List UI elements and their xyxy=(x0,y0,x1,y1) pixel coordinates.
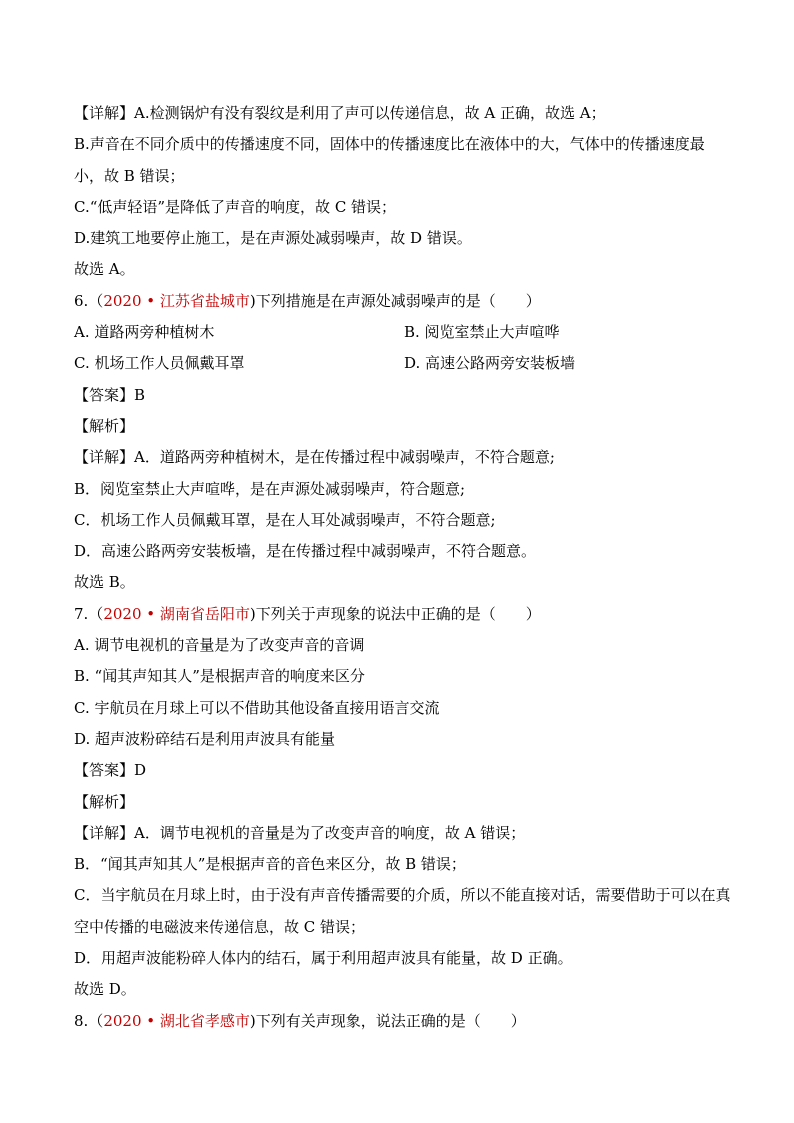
conclusion-line: 故选 B。 xyxy=(74,573,135,592)
answer-line: 【答案】D xyxy=(74,761,147,780)
detail-line: C.“低声轻语”是降低了声音的响度，故 C 错误； xyxy=(74,197,397,216)
option-b: B. “闻其声知其人”是根据声音的响度来区分 xyxy=(74,667,365,686)
question-source: 2020 • 湖北省孝感市 xyxy=(103,1011,250,1030)
question-number: 7.（ xyxy=(74,604,104,623)
detail-line: 【详解】A.检测锅炉有没有裂纹是利用了声可以传递信息，故 A 正确，故选 A； xyxy=(74,104,606,122)
option-c: C. 宇航员在月球上可以不借助其他设备直接用语言交流 xyxy=(74,698,440,717)
option-b: B. 阅览室禁止大声喧哗 xyxy=(404,323,560,342)
option-d: D. 高速公路两旁安装板墙 xyxy=(404,354,576,373)
question-7-stem xyxy=(74,599,734,630)
detail-line: B．“闻其声知其人”是根据声音的音色来区分，故 B 错误； xyxy=(74,855,466,874)
conclusion-line: 故选 A。 xyxy=(74,260,135,279)
detail-line: C．当宇航员在月球上时，由于没有声音传播需要的介质，所以不能直接对话，需要借助于可以在真空中传播的电磁波来传递信息，故 C 错误； xyxy=(74,886,731,936)
option-a: A. 道路两旁种植树木 xyxy=(74,323,215,342)
detail-line: D．高速公路两旁安装板墙，是在传播过程中减弱噪声，不符合题意。 xyxy=(74,542,537,561)
question-8-stem xyxy=(74,1006,734,1037)
detail-line: D.建筑工地要停止施工，是在声源处减弱噪声，故 D 错误。 xyxy=(74,229,472,248)
detail-line: D．用超声波能粉碎人体内的结石，属于利用超声波具有能量，故 D 正确。 xyxy=(74,949,573,968)
options-row xyxy=(74,348,734,379)
conclusion-line: 故选 D。 xyxy=(74,980,136,999)
answer-line: 【答案】B xyxy=(74,385,146,404)
options-row xyxy=(74,317,734,348)
detail-line: 【详解】A．调节电视机的音量是为了改变声音的响度，故 A 错误； xyxy=(74,823,526,842)
analysis-label: 【解析】 xyxy=(74,792,135,811)
question-text: )下列关于声现象的说法中正确的是（ ） xyxy=(249,604,541,623)
document-page xyxy=(74,98,734,1037)
question-text: )下列有关声现象，说法正确的是（ ） xyxy=(249,1011,526,1030)
question-source: 2020 • 江苏省盐城市 xyxy=(103,291,250,310)
question-number: 8.（ xyxy=(74,1011,104,1030)
question-number: 6.（ xyxy=(74,291,104,310)
option-d: D. 超声波粉碎结石是利用声波具有能量 xyxy=(74,729,336,748)
question-source: 2020 • 湖南省岳阳市 xyxy=(103,604,250,623)
analysis-label: 【解析】 xyxy=(74,416,135,435)
detail-line: C．机场工作人员佩戴耳罩，是在人耳处减弱噪声，不符合题意; xyxy=(74,510,496,529)
detail-line: B．阅览室禁止大声喧哗，是在声源处减弱噪声，符合题意; xyxy=(74,479,466,498)
question-6-stem xyxy=(74,286,734,317)
detail-line: 【详解】A．道路两旁种植树木，是在传播过程中减弱噪声，不符合题意; xyxy=(74,448,555,467)
option-a: A. 调节电视机的音量是为了改变声音的音调 xyxy=(74,636,365,655)
option-c: C. 机场工作人员佩戴耳罩 xyxy=(74,354,245,373)
question-text: )下列措施是在声源处减弱噪声的是（ ） xyxy=(249,291,541,310)
detail-line: B.声音在不同介质中的传播速度不同，固体中的传播速度比在液体中的大，气体中的传播速度最小，故 B 错误； xyxy=(74,135,705,185)
